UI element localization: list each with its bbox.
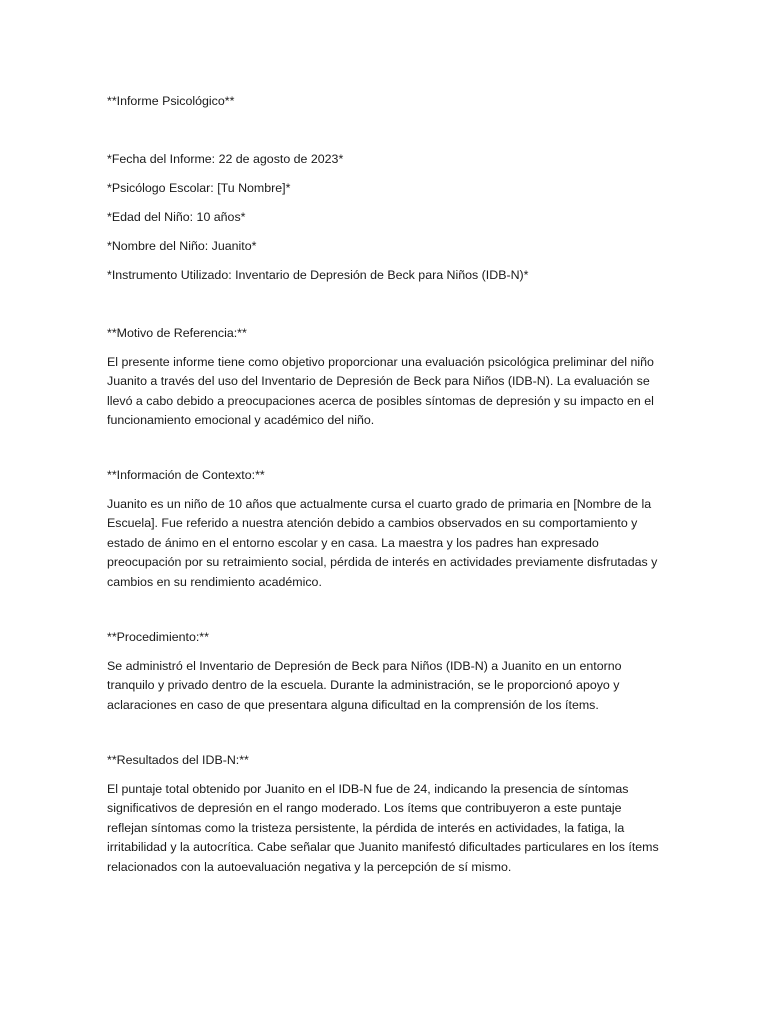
section-body: Juanito es un niño de 10 años que actualmente cursa el cuarto grado de primaria en [Nombre de la Escuela]. Fue referido a nuestra atención debido a cambios observados en su comportamiento y estado de ánimo en el entorno escolar y en casa. La maestra y los padres han expresado preocupación por su retraimiento social, pérdida de interés en actividades previamente disfrutadas y cambios en su rendimiento académico. [107, 497, 658, 589]
section-body: El presente informe tiene como objetivo proporcionar una evaluación psicológica preliminar del niño Juanito a través del uso del Inventario de Depresión de Beck para Niños (IDB-N). La evaluación se llevó a cabo debido a preocupaciones acerca de posibles síntomas de depresión y su impacto en el funcionamiento emocional y académico del niño. [107, 355, 654, 428]
report-title: **Informe Psicológico** [107, 94, 235, 108]
child-age: *Edad del Niño: 10 años* [107, 210, 246, 224]
section-body: El puntaje total obtenido por Juanito en el IDB-N fue de 24, indicando la presencia de síntomas significativos de depresión en el rango moderado. Los ítems que contribuyeron a este puntaje reflejan síntomas como la tristeza persistente, la pérdida de interés en actividades, la fatiga, la irritabilidad y la autocrítica. Cabe señalar que Juanito manifestó dificultades particulares en los ítems relacionados con la autoevaluación negativa y la percepción de sí mismo. [107, 782, 659, 874]
report-date: *Fecha del Informe: 22 de agosto de 2023* [107, 152, 344, 166]
section-heading: **Resultados del IDB-N:** [107, 753, 249, 767]
section-heading: **Información de Contexto:** [107, 468, 265, 482]
instrument-used: *Instrumento Utilizado: Inventario de Depresión de Beck para Niños (IDB-N)* [107, 268, 529, 282]
child-name: *Nombre del Niño: Juanito* [107, 239, 257, 253]
section-heading: **Procedimiento:** [107, 630, 209, 644]
section-heading: **Motivo de Referencia:** [107, 326, 247, 340]
section-body: Se administró el Inventario de Depresión de Beck para Niños (IDB-N) a Juanito en un entorno tranquilo y privado dentro de la escuela. Durante la administración, se le proporcionó apoyo y aclaraciones en caso de que presentara alguna dificultad en la comprensión de los ítems. [107, 659, 622, 712]
school-psychologist: *Psicólogo Escolar: [Tu Nombre]* [107, 181, 291, 195]
